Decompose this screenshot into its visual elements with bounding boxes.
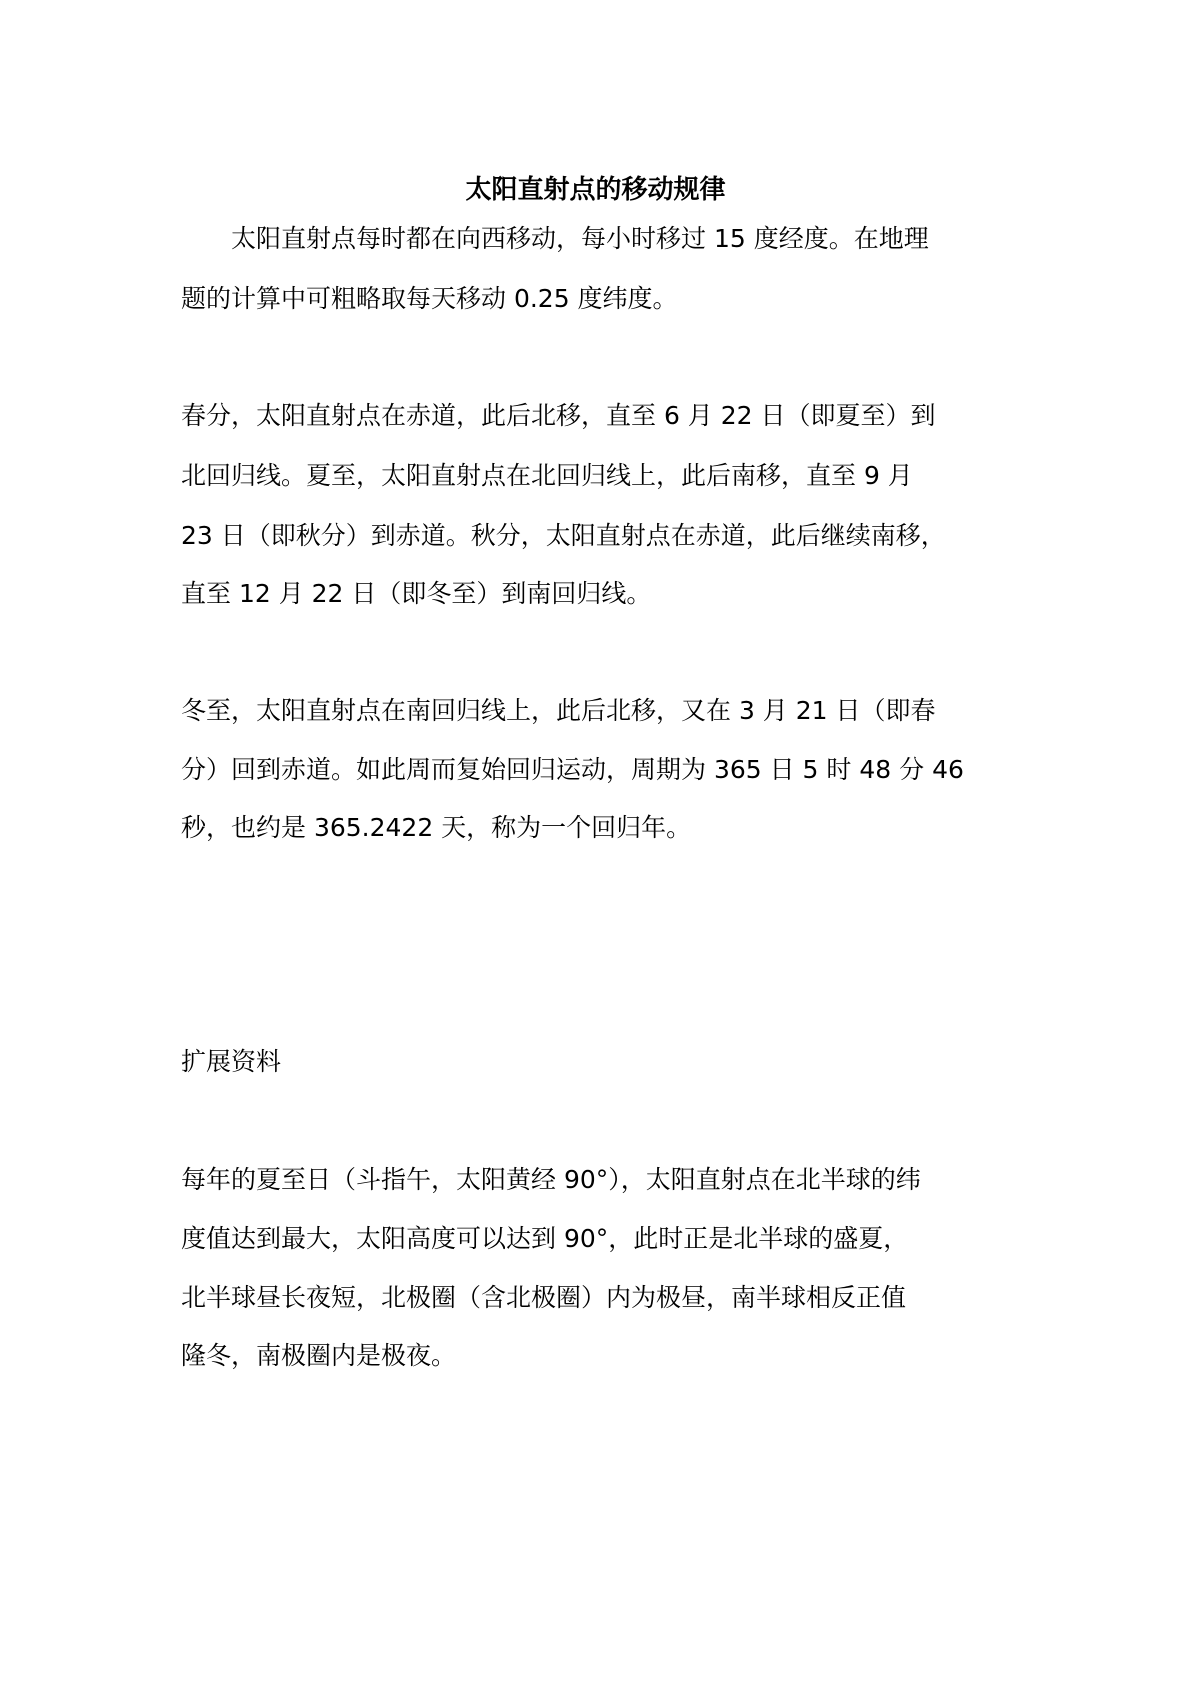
paragraph-3-line-1: 冬至，太阳直射点在南回归线上，此后北移，又在 3 月 21 日（即春 [181,696,936,725]
document-title: 太阳直射点的移动规律 [465,175,726,205]
paragraph-1-line-1: 太阳直射点每时都在向西移动，每小时移过 15 度经度。在地理 [181,224,929,253]
paragraph-4-line-4: 隆冬，南极圈内是极夜。 [181,1341,457,1370]
section-heading-extended-info: 扩展资料 [181,1047,282,1076]
paragraph-2-line-4: 直至 12 月 22 日（即冬至）到南回归线。 [181,579,652,608]
paragraph-4-line-2: 度值达到最大，太阳高度可以达到 90°，此时正是北半球的盛夏， [181,1224,909,1253]
paragraph-2-line-2: 北回归线。夏至，太阳直射点在北回归线上，此后南移，直至 9 月 [181,461,913,490]
paragraph-3-line-2: 分）回到赤道。如此周而复始回归运动，周期为 365 日 5 时 48 分 46 [181,755,964,784]
paragraph-2-line-1: 春分，太阳直射点在赤道，此后北移，直至 6 月 22 日（即夏至）到 [181,401,936,430]
paragraph-2-line-3: 23 日（即秋分）到赤道。秋分，太阳直射点在赤道，此后继续南移， [181,521,946,550]
paragraph-4-line-1: 每年的夏至日（斗指午，太阳黄经 90°），太阳直射点在北半球的纬 [181,1165,921,1194]
paragraph-3-line-3: 秒，也约是 365.2422 天，称为一个回归年。 [181,813,692,842]
paragraph-4-line-3: 北半球昼长夜短，北极圈（含北极圈）内为极昼，南半球相反正值 [181,1283,907,1312]
paragraph-1-line-2: 题的计算中可粗略取每天移动 0.25 度纬度。 [181,284,678,313]
